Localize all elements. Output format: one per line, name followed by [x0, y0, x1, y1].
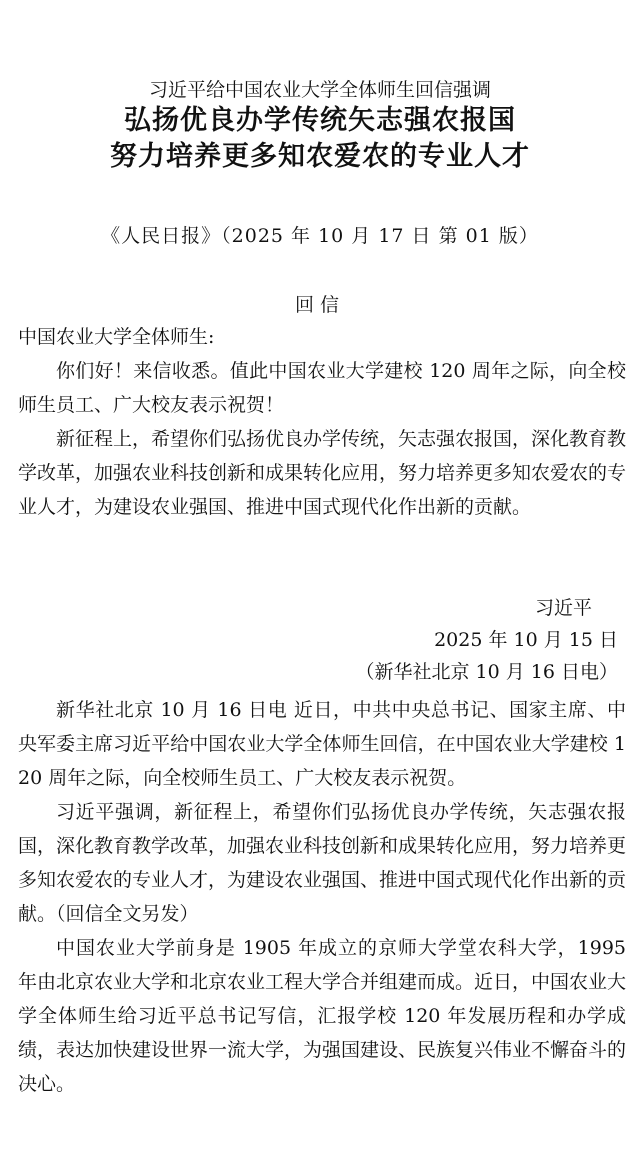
- signature-date: 2025 年 10 月 15 日: [434, 629, 618, 651]
- news-body: [18, 693, 626, 1101]
- letter-body: [18, 320, 626, 524]
- news-paragraph: 中国农业大学前身是 1905 年成立的京师大学堂农科大学，1995 年由北京农业大学和北京农业工程大学合并组建而成。近日，中国农业大学全体师生给习近平总书记写信，汇报学校 120 年发展历程和办学成绩，表达加快建设世界一流大学，为强国建设、民族复兴伟业不懈奋斗的决心。: [18, 937, 627, 1095]
- letter-paragraph: 新征程上，希望你们弘扬优良办学传统，矢志强农报国，深化教育教学改革，加强农业科技创新和成果转化应用，努力培养更多知农爱农的专业人才，为建设农业强国、推进中国式现代化作出新的贡献。: [18, 428, 627, 518]
- news-dateline: （新华社北京 10 月 16 日电）: [355, 661, 618, 683]
- letter-salutation: 中国农业大学全体师生:: [18, 326, 215, 348]
- news-paragraph: 习近平强调，新征程上，希望你们弘扬优良办学传统，矢志强农报国，深化教育教学改革，加强农业科技创新和成果转化应用，努力培养更多知农爱农的专业人才，为建设农业强国、推进中国式现代化作出新的贡献。（回信全文另发）: [18, 801, 627, 925]
- source-citation: 《人民日报》（2025 年 10 月 17 日 第 01 版）: [101, 225, 539, 247]
- signature-name: 习近平: [534, 597, 592, 619]
- article-kicker: 习近平给中国农业大学全体师生回信强调: [148, 79, 491, 101]
- letter-paragraph: 你们好！来信收悉。值此中国农业大学建校 120 周年之际，向全校师生员工、广大校友表示祝贺！: [18, 360, 626, 416]
- news-paragraph: 新华社北京 10 月 16 日电 近日，中共中央总书记、国家主席、中央军委主席习近平给中国农业大学全体师生回信，在中国农业大学建校 120 周年之际，向全校师生员工、广大校友表示祝贺。: [18, 699, 626, 789]
- letter-title: 回信: [294, 294, 345, 316]
- headline-line-2: 努力培养更多知农爱农的专业人才: [110, 141, 530, 172]
- headline-line-1: 弘扬优良办学传统矢志强农报国: [124, 105, 516, 136]
